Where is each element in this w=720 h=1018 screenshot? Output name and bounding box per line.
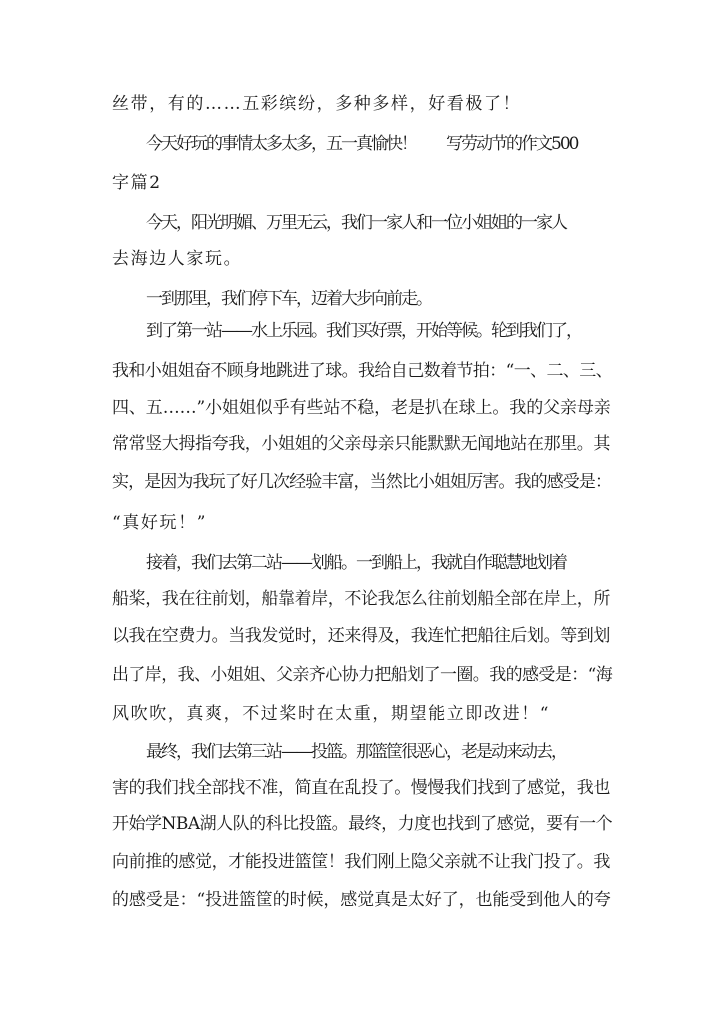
text-line: 实，是因为我玩了好几次经验丰富，当然比小姐姐厉害。我的感受是：: [112, 472, 612, 492]
text-line: 出了岸，我、小姐姐、父亲齐心协力把船划了一圈。我的感受是：“海: [112, 665, 613, 685]
text-line: 一到那里，我们停下车，迈着大步向前走。: [146, 289, 431, 309]
text-line: 到了第一站——水上乐园。我们买好票，开始等候。轮到我们了，: [146, 321, 581, 341]
text-line: 的感受是：“投进篮筐的时候，感觉真是太好了，也能受到他人的夸: [112, 890, 611, 910]
text-line: 常常竖大拇指夸我，小姐姐的父亲母亲只能默默无闻地站在那里。其: [112, 434, 610, 454]
text-line: 向前推的感觉，才能投进篮筐！我们刚上隐父亲就不让我门投了。我: [112, 852, 610, 872]
text-line: 接着，我们去第二站——划船。一到船上，我就自作聪慧地划着: [146, 553, 566, 573]
text-line: 丝带，有的……五彩缤纷，多种多样，好看极了！: [112, 94, 522, 114]
text-line: 开始学NBA湖人队的科比投篮。最终，力度也找到了感觉，要有一个: [112, 814, 613, 834]
text-line: 最终，我们去第三站——投篮。那篮筐很恶心，老是动来动去，: [146, 742, 566, 762]
text-line: 去海边人家玩。: [112, 249, 243, 269]
text-line: “真好玩！”: [112, 513, 207, 533]
text-line: 害的我们找全部找不准，简直在乱投了。慢慢我们找到了感觉，我也: [112, 778, 610, 798]
text-line: 四、五……”小姐姐似乎有些站不稳，老是扒在球上。我的父亲母亲: [112, 398, 611, 418]
text-line: 今天好玩的事情太多太多，五一真愉快！ 写劳动节的作文500: [146, 134, 578, 154]
text-line: 风吹吹，真爽，不过桨时在太重，期望能立即改进！“: [112, 704, 551, 724]
text-line: 以我在空费力。当我发觉时，还来得及，我连忙把船往后划。等到划: [112, 626, 610, 646]
text-line: 船桨，我在往前划，船靠着岸，不论我怎么往前划船全部在岸上，所: [112, 589, 610, 609]
text-line: 字篇2: [112, 173, 162, 193]
text-line: 我和小姐姐奋不顾身地跳进了球。我给自己数着节拍：“一、二、三、: [112, 361, 613, 381]
text-line: 今天，阳光明媚、万里无云，我们一家人和一位小姐姐的一家人: [146, 213, 566, 233]
